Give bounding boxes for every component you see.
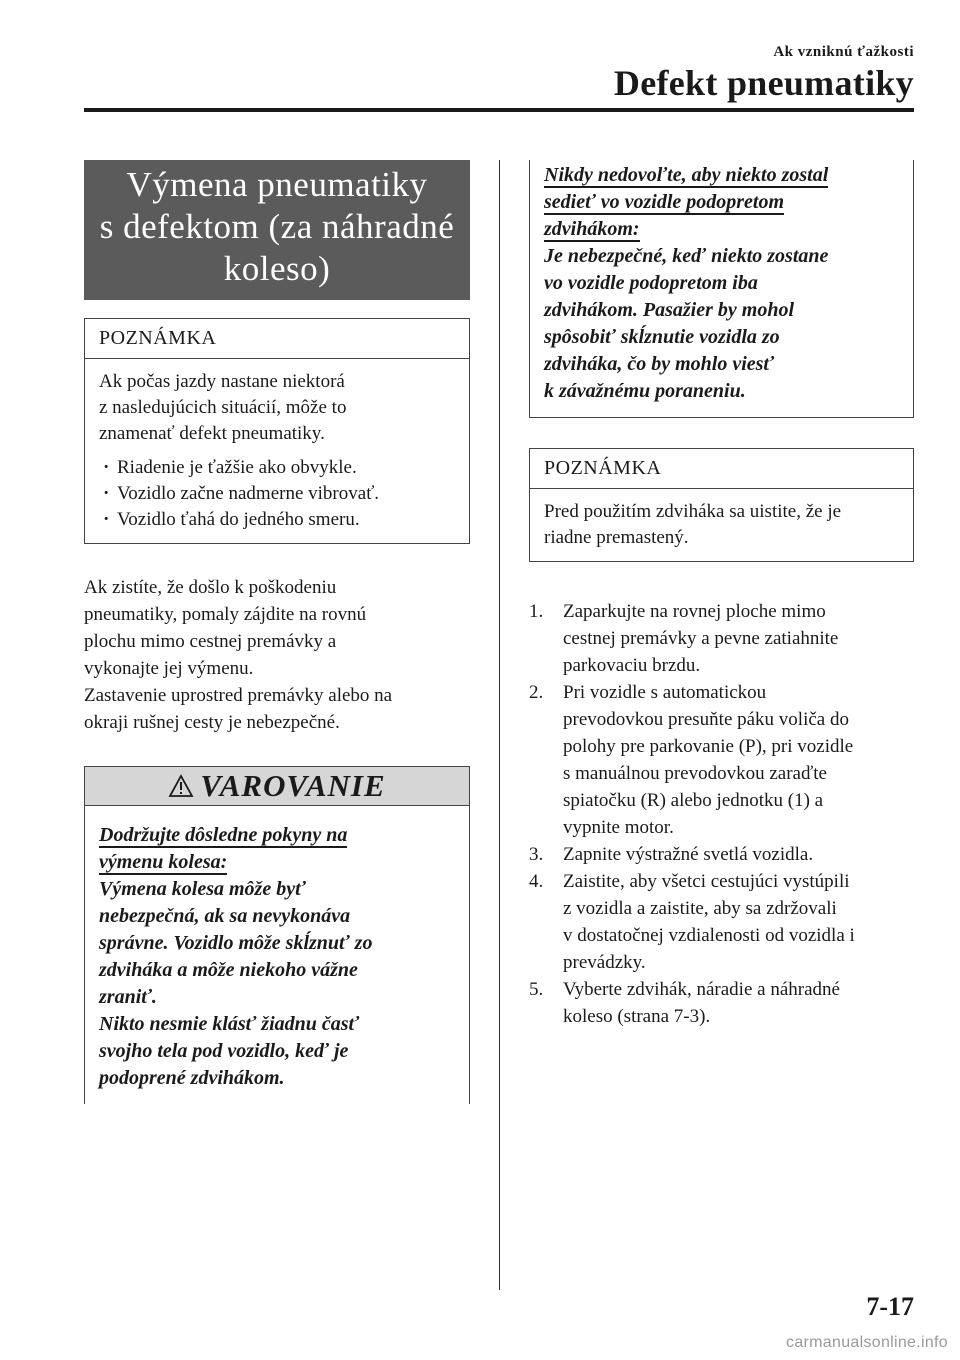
left-column <box>84 160 470 1104</box>
watermark-link[interactable]: carmanualsonline.info <box>786 1334 948 1351</box>
warning-triangle-icon <box>168 774 194 798</box>
warning-line: správne. Vozidlo môže skĺznuť zo <box>99 932 373 954</box>
step-line: Zapnite výstražné svetlá vozidla. <box>563 844 814 865</box>
warning-line: zdviháka a môže niekoho vážne <box>99 959 358 981</box>
note-line: znamenať defekt pneumatiky. <box>99 423 325 444</box>
warning-line: zdviháka, čo by mohlo viesť <box>544 353 775 375</box>
body-line: plochu mimo cestnej premávky a <box>84 631 337 652</box>
warning-line: vo vozidle podopretom iba <box>544 272 758 294</box>
body-line: okraji rušnej cesty je nebezpečné. <box>84 712 340 733</box>
warning-line: Je nebezpečné, keď niekto zostane <box>544 245 829 267</box>
column-divider <box>499 160 500 1290</box>
body-paragraph <box>84 574 470 736</box>
warning-headline-line: Nikdy nedovoľte, aby niekto zostal <box>544 164 829 186</box>
warning-box <box>84 766 470 1104</box>
warning-headline <box>99 822 455 876</box>
warning-line: Výmena kolesa môže byť <box>99 878 306 900</box>
note-intro <box>99 369 455 447</box>
note-text <box>544 499 899 551</box>
step-line: Zaparkujte na rovnej ploche mimo <box>563 601 826 622</box>
step-line: s manuálnou prevodovkou zaraďte <box>563 763 827 784</box>
note-box <box>84 318 470 544</box>
step-number: 3. <box>529 844 544 865</box>
step-line: v dostatočnej vzdialenosti od vozidla i <box>563 925 855 946</box>
body-line: pneumatiky, pomaly zájdite na rovnú <box>84 604 367 625</box>
page-title: Defekt pneumatiky <box>613 63 914 103</box>
list-item <box>529 679 914 841</box>
step-number: 1. <box>529 601 544 622</box>
warning-headline <box>544 162 899 243</box>
step-line: cestnej premávky a pevne zatiahnite <box>563 628 839 649</box>
header-rule <box>84 108 914 112</box>
section-title-line: s defektom (za náhradné <box>99 207 455 246</box>
step-line: Pri vozidle s automatickou <box>563 682 767 703</box>
warning-line: svojho tela pod vozidlo, keď je <box>99 1040 349 1062</box>
body-line: Ak zistíte, že došlo k poškodeniu <box>84 577 337 598</box>
note-line: riadne premastený. <box>544 527 689 548</box>
step-number: 4. <box>529 871 544 892</box>
warning-headline-line: Dodržujte dôsledne pokyny na <box>99 824 348 846</box>
warning-line: podoprené zdvihákom. <box>99 1067 285 1089</box>
step-line: Vyberte zdvihák, náradie a náhradné <box>563 979 840 1000</box>
right-column <box>529 160 914 1030</box>
note-body <box>85 359 469 543</box>
steps-list <box>529 598 914 1030</box>
warning-headline-line: výmenu kolesa: <box>99 851 228 873</box>
warning-line: k závažnému poraneniu. <box>544 380 746 402</box>
list-item: · Vozidlo začne nadmerne vibrovať. <box>99 481 455 507</box>
step-line: polohy pre parkovanie (P), pri vozidle <box>563 736 854 757</box>
warning-body <box>85 806 469 1104</box>
symptom-list <box>99 455 455 533</box>
list-item: · Riadenie je ťažšie ako obvykle. <box>99 455 455 481</box>
note-line: Pred použitím zdviháka sa uistite, že je <box>544 501 842 522</box>
step-line: koleso (strana 7-3). <box>563 1006 711 1027</box>
warning-title: VAROVANIE <box>200 768 386 803</box>
step-number: 5. <box>529 979 544 1000</box>
note-line: z nasledujúcich situácií, môže to <box>99 397 347 418</box>
note-line: Ak počas jazdy nastane niektorá <box>99 371 345 392</box>
note-box <box>529 448 914 562</box>
step-line: prevodovkou presuňte páku voliča do <box>563 709 849 730</box>
warning-headline-line: zdvihákom: <box>544 218 640 240</box>
step-line: z vozidla a zaistite, aby sa zdržovali <box>563 898 837 919</box>
section-title-line: koleso) <box>223 249 331 288</box>
step-number: 2. <box>529 682 544 703</box>
warning-line: zdvihákom. Pasažier by mohol <box>544 299 795 321</box>
step-line: vypnite motor. <box>563 817 674 838</box>
body-line: Zastavenie uprostred premávky alebo na <box>84 685 393 706</box>
list-item <box>529 598 914 679</box>
list-item <box>529 976 914 1030</box>
warning-box-continued <box>529 160 914 418</box>
chapter-title: Ak vzniknú ťažkosti <box>773 44 914 60</box>
warning-body <box>530 160 913 417</box>
note-body <box>530 489 913 561</box>
warning-line: Nikto nesmie klásť žiadnu časť <box>99 1013 360 1035</box>
body-line: vykonajte jej výmenu. <box>84 658 254 679</box>
note-heading: POZNÁMKA <box>530 449 913 489</box>
list-item <box>529 868 914 976</box>
warning-line: nebezpečná, ak sa nevykonáva <box>99 905 351 927</box>
warning-line: zraniť. <box>99 986 157 1008</box>
section-title-line: Výmena pneumatiky <box>126 165 428 204</box>
section-title <box>84 160 470 300</box>
page-number: 7-17 <box>866 1292 914 1321</box>
warning-header <box>85 766 469 806</box>
warning-headline-line: sedieť vo vozidle podopretom <box>544 191 785 213</box>
step-line: prevádzky. <box>563 952 646 973</box>
step-line: parkovaciu brzdu. <box>563 655 701 676</box>
step-line: spiatočku (R) alebo jednotku (1) a <box>563 790 824 811</box>
list-item: · Vozidlo ťahá do jedného smeru. <box>99 507 455 533</box>
step-line: Zaistite, aby všetci cestujúci vystúpili <box>563 871 850 892</box>
warning-line: spôsobiť skĺznutie vozidla zo <box>544 326 780 348</box>
list-item <box>529 841 914 868</box>
note-heading: POZNÁMKA <box>85 319 469 359</box>
